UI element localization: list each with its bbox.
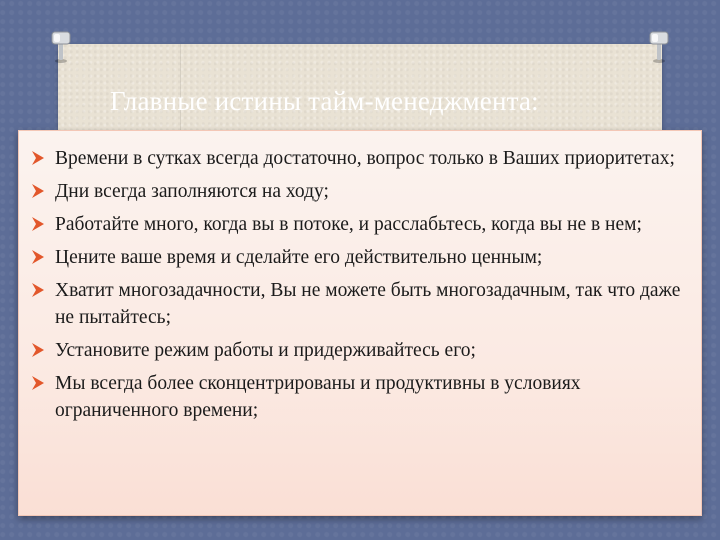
arrowhead-bullet-icon	[31, 250, 45, 264]
list-item	[29, 178, 687, 205]
arrowhead-bullet-icon	[31, 343, 45, 357]
bullet-text: Цените ваше время и сделайте его действительно ценным;	[55, 247, 543, 268]
arrowhead-bullet-icon	[31, 184, 45, 198]
arrowhead-bullet-icon	[31, 217, 45, 231]
list-item	[29, 277, 687, 331]
arrowhead-bullet-icon	[31, 283, 45, 297]
content-box	[18, 130, 702, 516]
bullet-text: Мы всегда более сконцентрированы и продуктивны в условиях ограниченного времени;	[55, 373, 581, 421]
push-pin-icon	[646, 30, 672, 64]
list-item	[29, 337, 687, 364]
slide-title: Главные истины тайм-менеджмента:	[110, 86, 539, 116]
bullet-text: Установите режим работы и придерживайтесь его;	[55, 340, 476, 361]
list-item	[29, 244, 687, 271]
bullet-text: Хватит многозадачности, Вы не можете быть многозадачным, так что даже не пытайтесь;	[55, 280, 681, 328]
push-pin-icon	[48, 30, 74, 64]
bullet-text: Времени в сутках всегда достаточно, вопрос только в Ваших приоритетах;	[55, 148, 675, 169]
arrowhead-bullet-icon	[31, 151, 45, 165]
list-item	[29, 211, 687, 238]
list-item	[29, 145, 687, 172]
bullet-list	[29, 145, 687, 424]
bullet-text: Работайте много, когда вы в потоке, и расслабьтесь, когда вы не в нем;	[55, 214, 642, 235]
bullet-text: Дни всегда заполняются на ходу;	[55, 181, 329, 202]
arrowhead-bullet-icon	[31, 376, 45, 390]
list-item	[29, 370, 687, 424]
